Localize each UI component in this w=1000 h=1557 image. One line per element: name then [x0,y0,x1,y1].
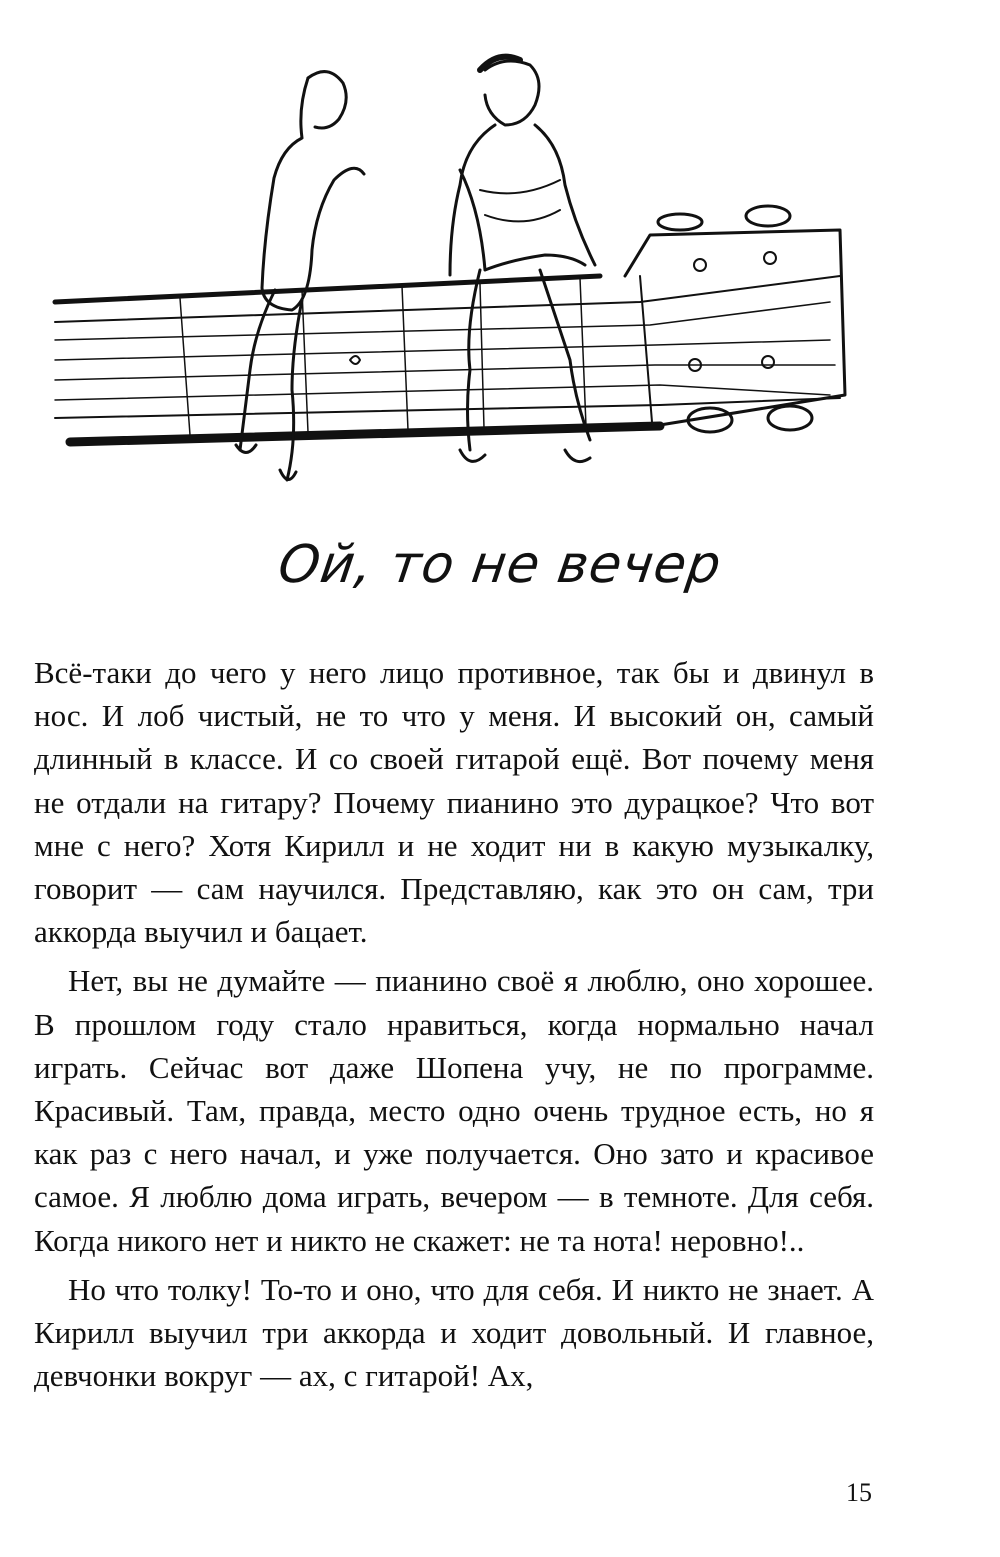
chapter-illustration [40,40,870,510]
paragraph: Нет, вы не думайте — пианино своё я люблю, оно хорошее. В прошлом году стало нравиться, когда нормально начал играть. Сейчас вот даже Шопена учу, не по программе. Красивый. Там, правда, место одно очень трудное есть, но я как раз с него начал, и уже получается. Оно зато и красивое самое. Я люблю дома играть, вечером — в темноте. Для себя. Когда никого нет и никто не скажет: не та нота! неровно!.. [34,963,874,1258]
body-text [34,651,874,1397]
paragraph: Всё-таки до чего у него лицо противное, так бы и двинул в нос. И лоб чистый, не то что у меня. И высокий он, самый длинный в классе. И со своей гитарой ещё. Вот почему меня не отдали на гитару? Почему пианино это дурацкое? Что вот мне с него? Хотя Кирилл и не ходит ни в какую музыкалку, говорит — сам научился. Представляю, как это он сам, три аккорда выучил и бацает. [34,655,874,950]
page-number: 15 [846,1478,872,1507]
chapter-title: Ой, то не вечер [274,535,726,595]
paragraph: Но что толку! То-то и оно, что для себя. И никто не знает. А Кирилл выучил три аккорда и ходит довольный. И главное, девчонки вокруг — ах, с гитарой! Ах, [34,1271,874,1394]
